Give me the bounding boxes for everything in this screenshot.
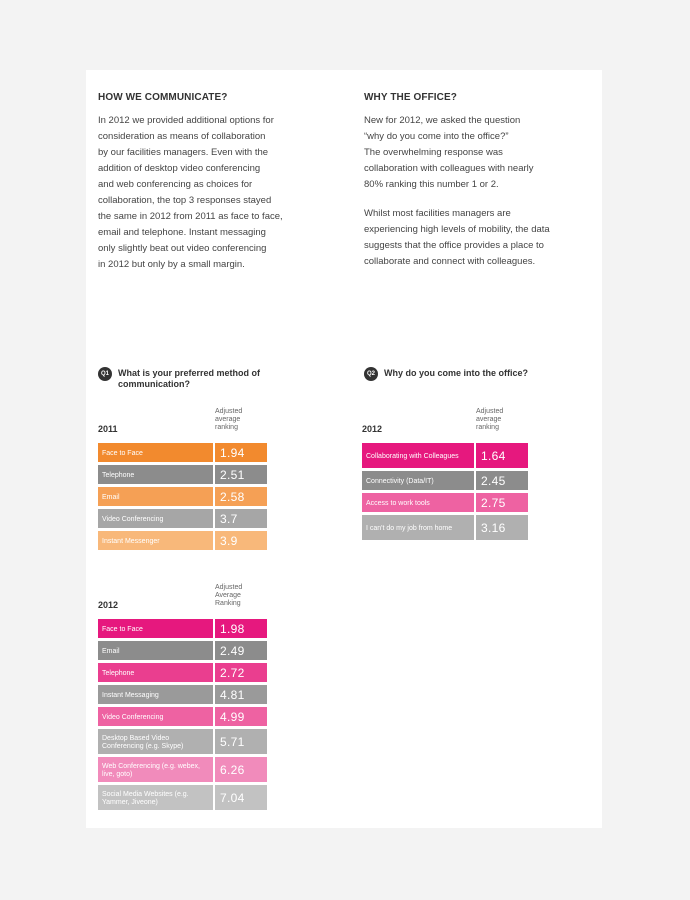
text-line: collaborate and connect with colleagues.	[364, 256, 536, 267]
row-value: 2.75	[476, 493, 528, 512]
table-row	[362, 443, 528, 462]
column-header-line: Adjusted	[215, 408, 243, 415]
text-line: the same in 2012 from 2011 as face to face,	[98, 211, 283, 222]
row-label: Social Media Websites (e.g. Yammer, Jiveone)	[98, 785, 213, 810]
body-paragraph	[364, 206, 599, 270]
text-line: email and telephone. Instant messaging	[98, 227, 266, 238]
table-row	[98, 785, 267, 804]
column-header-line: average	[215, 416, 241, 423]
table-year: 2012	[98, 600, 119, 610]
table-row	[98, 531, 267, 550]
column-header-line: ranking	[476, 424, 499, 431]
document-page	[86, 70, 602, 828]
row-label: Instant Messaging	[98, 685, 213, 704]
table-row	[362, 515, 528, 534]
text-line: suggests that the office provides a place to	[364, 240, 544, 251]
row-value: 7.04	[215, 785, 267, 810]
row-label: Desktop Based Video Conferencing (e.g. Skype)	[98, 729, 213, 754]
question-text: What is your preferred method of communication?	[118, 368, 261, 389]
table-row	[362, 471, 528, 490]
row-value: 3.9	[215, 531, 267, 550]
table-row	[98, 663, 267, 682]
column-header	[215, 408, 242, 432]
table-row	[98, 729, 267, 748]
column-header	[215, 584, 242, 608]
row-label: Email	[98, 487, 213, 506]
column-header-line: Average	[215, 592, 241, 599]
question-badge-icon: Q1	[98, 367, 112, 381]
text-line: “why do you come into the office?”	[364, 131, 509, 142]
text-line: In 2012 we provided additional options for	[98, 115, 274, 126]
text-line: and web conferencing as choices for	[98, 179, 253, 190]
row-value: 2.58	[215, 487, 267, 506]
section-heading: WHY THE OFFICE?	[364, 92, 457, 103]
row-label: Face to Face	[98, 619, 213, 638]
row-label: Video Conferencing	[98, 707, 213, 726]
table-row	[362, 493, 528, 512]
row-label: Video Conferencing	[98, 509, 213, 528]
row-label: Collaborating with Colleagues	[362, 443, 474, 468]
table-row	[98, 641, 267, 660]
row-value: 2.72	[215, 663, 267, 682]
row-label: Access to work tools	[362, 493, 474, 512]
row-label: Telephone	[98, 465, 213, 484]
text-line: consideration as means of collaboration	[98, 131, 266, 142]
body-paragraph	[98, 113, 328, 273]
table-row	[98, 619, 267, 638]
question-2	[364, 368, 584, 381]
column-header-line: Adjusted	[215, 584, 243, 591]
table-row	[98, 509, 267, 528]
row-value: 1.94	[215, 443, 267, 462]
row-value: 6.26	[215, 757, 267, 782]
row-value: 1.64	[476, 443, 528, 468]
table-year: 2011	[98, 424, 118, 434]
text-line: 80% ranking this number 1 or 2.	[364, 179, 499, 190]
text-line: only slightly beat out video conferencing	[98, 243, 267, 254]
table-year: 2012	[362, 424, 383, 434]
body-paragraph	[364, 113, 599, 193]
table-row	[98, 443, 267, 462]
text-line: in 2012 but only by a small margin.	[98, 259, 245, 270]
how-we-communicate-section	[98, 92, 328, 286]
table-row	[98, 685, 267, 704]
row-value: 3.7	[215, 509, 267, 528]
row-value: 2.51	[215, 465, 267, 484]
row-value: 4.99	[215, 707, 267, 726]
row-value: 2.49	[215, 641, 267, 660]
row-label: Telephone	[98, 663, 213, 682]
table-row	[98, 465, 267, 484]
column-header-line: average	[476, 416, 502, 423]
text-line: The overwhelming response was	[364, 147, 503, 158]
question-badge-icon: Q2	[364, 367, 378, 381]
row-value: 4.81	[215, 685, 267, 704]
row-label: I can't do my job from home	[362, 515, 474, 540]
table-row	[98, 487, 267, 506]
text-line: by our facilities managers. Even with the	[98, 147, 269, 158]
column-header-line: ranking	[215, 424, 238, 431]
text-line: collaboration, the top 3 responses stayed	[98, 195, 272, 206]
row-value: 2.45	[476, 471, 528, 490]
column-header	[476, 408, 503, 432]
row-label: Connectivity (Data/IT)	[362, 471, 474, 490]
row-value: 1.98	[215, 619, 267, 638]
row-value: 5.71	[215, 729, 267, 754]
row-label: Web Conferencing (e.g. webex, live, goto)	[98, 757, 213, 782]
table-row	[98, 707, 267, 726]
row-label: Instant Messenger	[98, 531, 213, 550]
text-line: New for 2012, we asked the question	[364, 115, 521, 126]
text-line: experiencing high levels of mobility, the data	[364, 224, 550, 235]
section-heading: HOW WE COMMUNICATE?	[98, 92, 228, 103]
column-header-line: Adjusted	[476, 408, 504, 415]
row-label: Face to Face	[98, 443, 213, 462]
why-the-office-section	[364, 92, 599, 283]
question-1	[98, 368, 278, 390]
question-text: Why do you come into the office?	[384, 368, 528, 378]
table-row	[98, 757, 267, 776]
column-header-line: Ranking	[215, 600, 241, 607]
text-line: addition of desktop video conferencing	[98, 163, 261, 174]
text-line: Whilst most facilities managers are	[364, 208, 511, 219]
row-label: Email	[98, 641, 213, 660]
text-line: collaboration with colleagues with nearly	[364, 163, 534, 174]
row-value: 3.16	[476, 515, 528, 540]
